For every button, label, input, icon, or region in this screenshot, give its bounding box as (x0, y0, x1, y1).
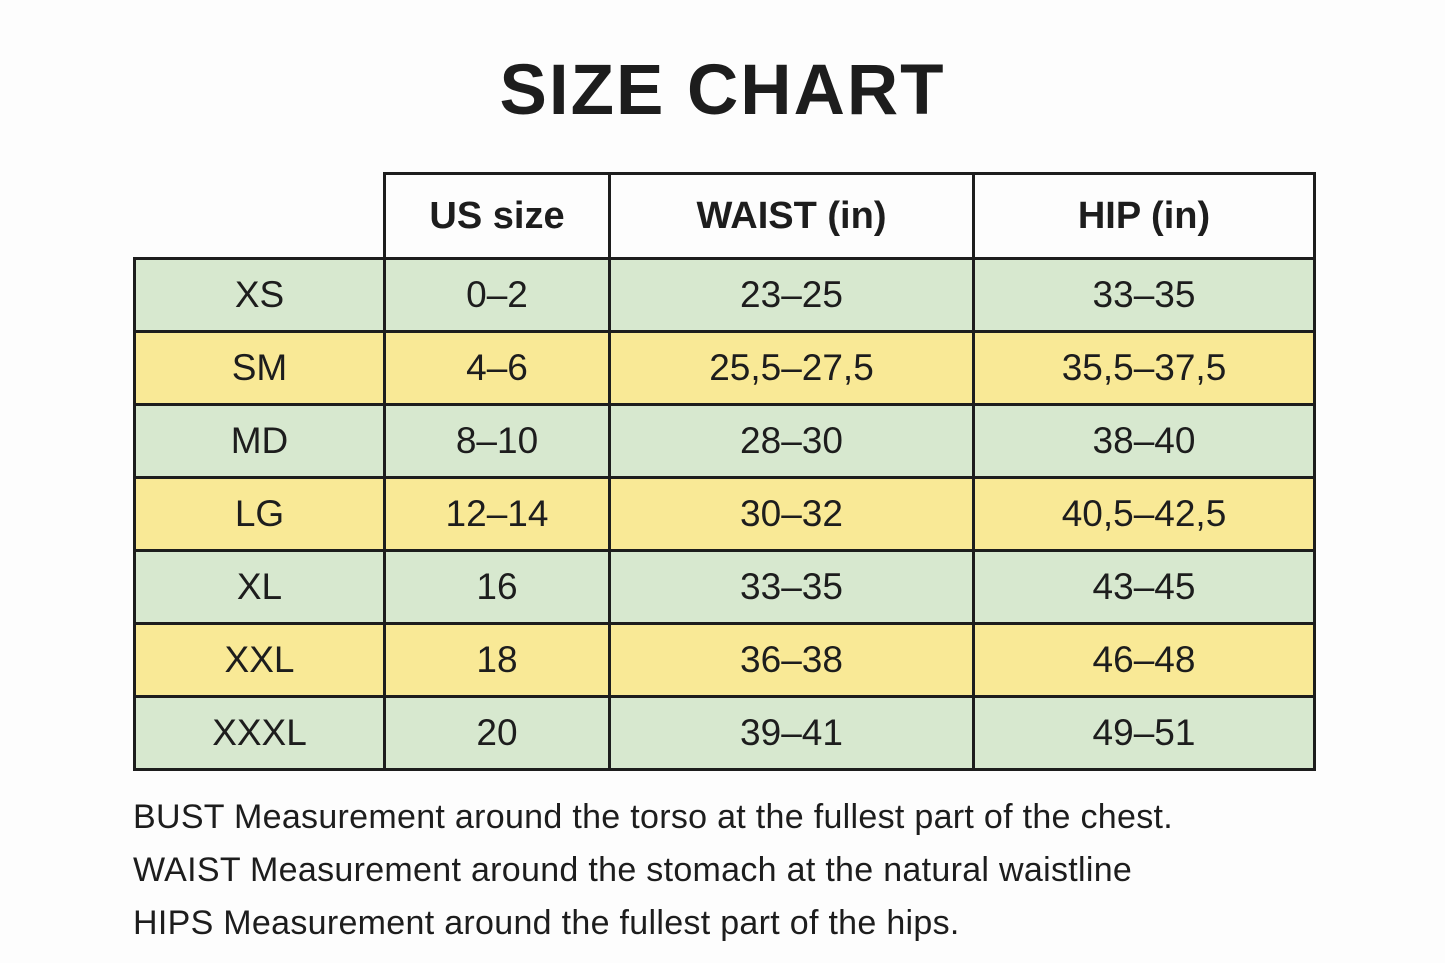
waist-cell: 33–35 (610, 551, 974, 624)
us-size-cell: 12–14 (385, 478, 610, 551)
us-size-cell: 4–6 (385, 332, 610, 405)
table-row-xxxl (135, 697, 1315, 770)
page-title: SIZE CHART (499, 51, 946, 130)
column-header-waist: WAIST (in) (610, 174, 974, 259)
column-header-hip: HIP (in) (974, 174, 1315, 259)
size-cell: XL (135, 551, 385, 624)
hip-cell: 35,5–37,5 (974, 332, 1315, 405)
us-size-cell: 16 (385, 551, 610, 624)
table-row-xxl (135, 624, 1315, 697)
table-row-lg (135, 478, 1315, 551)
size-cell: MD (135, 405, 385, 478)
hip-cell: 49–51 (974, 697, 1315, 770)
us-size-cell: 0–2 (385, 259, 610, 332)
waist-cell: 25,5–27,5 (610, 332, 974, 405)
hip-cell: 33–35 (974, 259, 1315, 332)
hip-cell: 38–40 (974, 405, 1315, 478)
measurement-notes (133, 791, 1173, 950)
waist-cell: 23–25 (610, 259, 974, 332)
waist-cell: 30–32 (610, 478, 974, 551)
table-row-xs (135, 259, 1315, 332)
header-row (135, 174, 1315, 259)
us-size-cell: 8–10 (385, 405, 610, 478)
waist-cell: 39–41 (610, 697, 974, 770)
table-row-xl (135, 551, 1315, 624)
size-cell: XXXL (135, 697, 385, 770)
header-spacer-cell (135, 174, 385, 259)
table-row-sm (135, 332, 1315, 405)
us-size-cell: 18 (385, 624, 610, 697)
table-body (135, 259, 1315, 770)
size-cell: LG (135, 478, 385, 551)
table-row-md (135, 405, 1315, 478)
size-cell: XS (135, 259, 385, 332)
size-cell: XXL (135, 624, 385, 697)
waist-cell: 36–38 (610, 624, 974, 697)
size-cell: SM (135, 332, 385, 405)
waist-cell: 28–30 (610, 405, 974, 478)
hip-cell: 46–48 (974, 624, 1315, 697)
hip-cell: 43–45 (974, 551, 1315, 624)
column-header-us-size: US size (385, 174, 610, 259)
hip-cell: 40,5–42,5 (974, 478, 1315, 551)
us-size-cell: 20 (385, 697, 610, 770)
note-bust: BUST Measurement around the torso at the fullest part of the chest. (133, 798, 1174, 836)
note-waist: WAIST Measurement around the stomach at the natural waistline (133, 851, 1133, 889)
note-hips: HIPS Measurement around the fullest part of the hips. (133, 904, 960, 942)
size-chart-table (133, 172, 1316, 771)
table-header (135, 174, 1315, 259)
